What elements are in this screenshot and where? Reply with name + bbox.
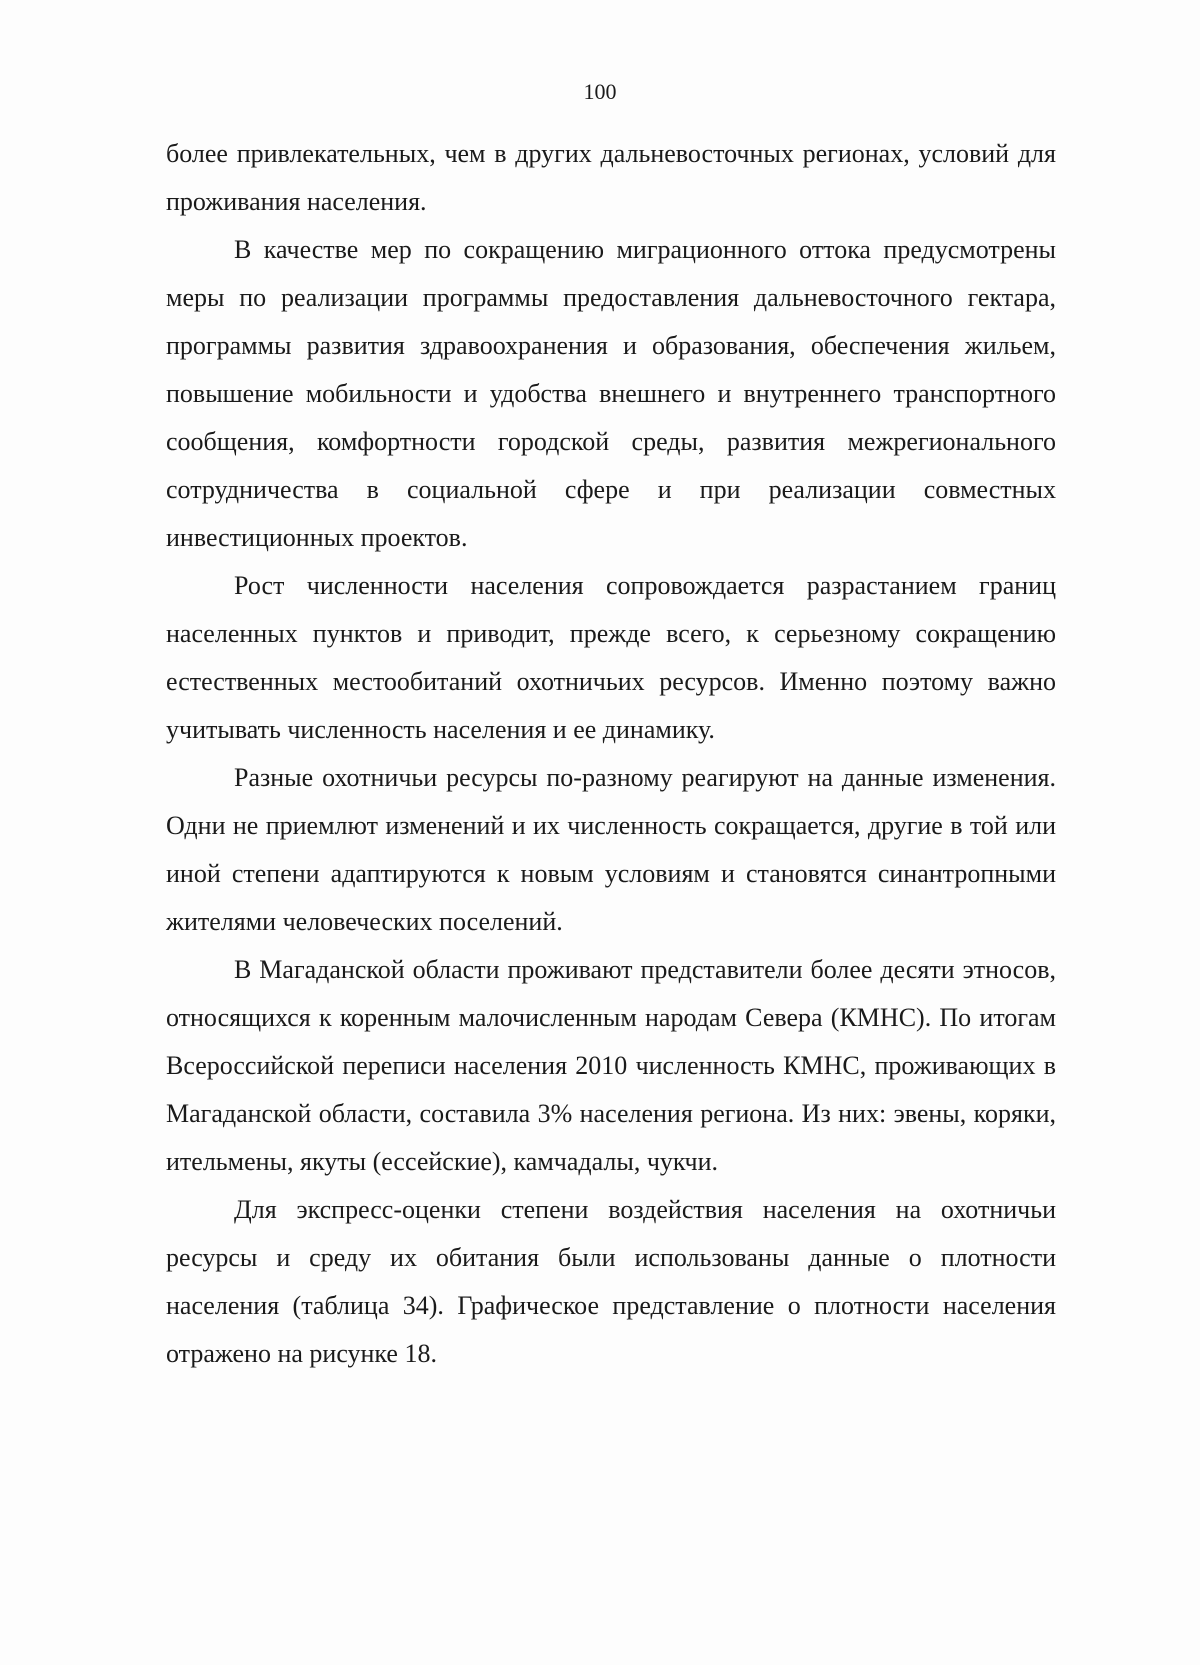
paragraph: Разные охотничьи ресурсы по-разному реагируют на данные изменения. Одни не приемлют изменений и их численность сокращается, другие в той или иной степени адаптируются к новым условиям и становятся синантропными жителями человеческих поселений.: [166, 763, 1056, 936]
paragraph: Рост численности населения сопровождается разрастанием границ населенных пунктов и приводит, прежде всего, к серьезному сокращению естественных местообитаний охотничьих ресурсов. Именно поэтому важно учитывать численность населения и ее динамику.: [166, 571, 1056, 744]
page-number: 100: [583, 79, 617, 104]
paragraph: В качестве мер по сокращению миграционного оттока предусмотрены меры по реализации программы предоставления дальневосточного гектара, программы развития здравоохранения и образования, обеспечения жильем, повышение мобильности и удобства внешнего и внутреннего транспортного сообщения, комфортности городской среды, развития межрегионального сотрудничества в социальной сфере и при реализации совместных инвестиционных проектов.: [166, 235, 1056, 552]
paragraph-continuation: более привлекательных, чем в других дальневосточных регионах, условий для проживания населения.: [166, 139, 1056, 216]
paragraph: Для экспресс-оценки степени воздействия населения на охотничьи ресурсы и среду их обитания были использованы данные о плотности населения (таблица 34). Графическое представление о плотности населения отражено на рисунке 18.: [166, 1195, 1056, 1368]
paragraph: В Магаданской области проживают представители более десяти этносов, относящихся к коренным малочисленным народам Севера (КМНС). По итогам Всероссийской переписи населения 2010 численность КМНС, проживающих в Магаданской области, составила 3% населения региона. Из них: эвены, коряки, ительмены, якуты (ессейские), камчадалы, чукчи.: [166, 955, 1056, 1176]
text-body: [166, 130, 1056, 1378]
